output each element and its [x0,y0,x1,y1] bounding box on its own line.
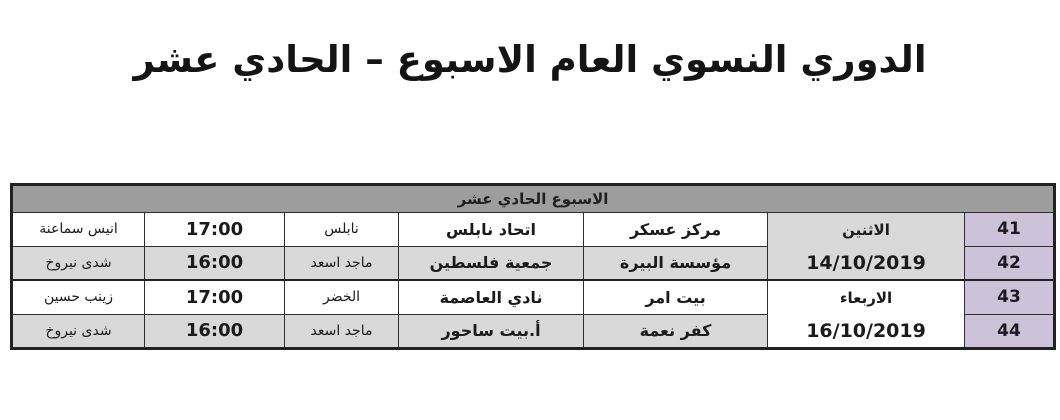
away-team: اتحاد نابلس [399,213,584,247]
home-team: مركز عسكر [584,213,768,247]
day-cell-wednesday [768,280,965,349]
day-cell-monday [768,213,965,281]
referee: انيس سماعنة [12,213,145,247]
referee: زينب حسين [12,280,145,314]
week-header-row [12,185,1055,213]
stadium: الخضر [285,280,399,314]
table-row-43 [12,280,1055,314]
match-number: 44 [965,314,1055,348]
match-time: 17:00 [145,213,285,247]
match-number: 41 [965,213,1055,247]
week-header: الاسبوع الحادي عشر [12,185,1055,213]
day-date: 16/10/2019 [806,319,926,342]
match-time: 17:00 [145,280,285,314]
away-team: نادي العاصمة [399,280,584,314]
day-date: 14/10/2019 [806,251,926,274]
away-team: جمعية فلسطين [399,246,584,280]
match-number: 43 [965,280,1055,314]
table-row-41 [12,213,1055,247]
stadium: ماجد اسعد [285,246,399,280]
stadium: ماجد اسعد [285,314,399,348]
match-time: 16:00 [145,246,285,280]
day-name: الاثنين [842,220,890,239]
referee: شدى نيروخ [12,246,145,280]
home-team: بيت امر [584,280,768,314]
stadium: نابلس [285,213,399,247]
home-team: مؤسسة البيرة [584,246,768,280]
page-title: الدوري النسوي العام الاسبوع – الحادي عشر [133,38,927,81]
home-team: كفر نعمة [584,314,768,348]
referee: شدى نيروخ [12,314,145,348]
match-time: 16:00 [145,314,285,348]
match-number: 42 [965,246,1055,280]
schedule-table [10,183,1056,350]
day-name: الاربعاء [839,288,893,307]
away-team: أ.بيت ساحور [399,314,584,348]
